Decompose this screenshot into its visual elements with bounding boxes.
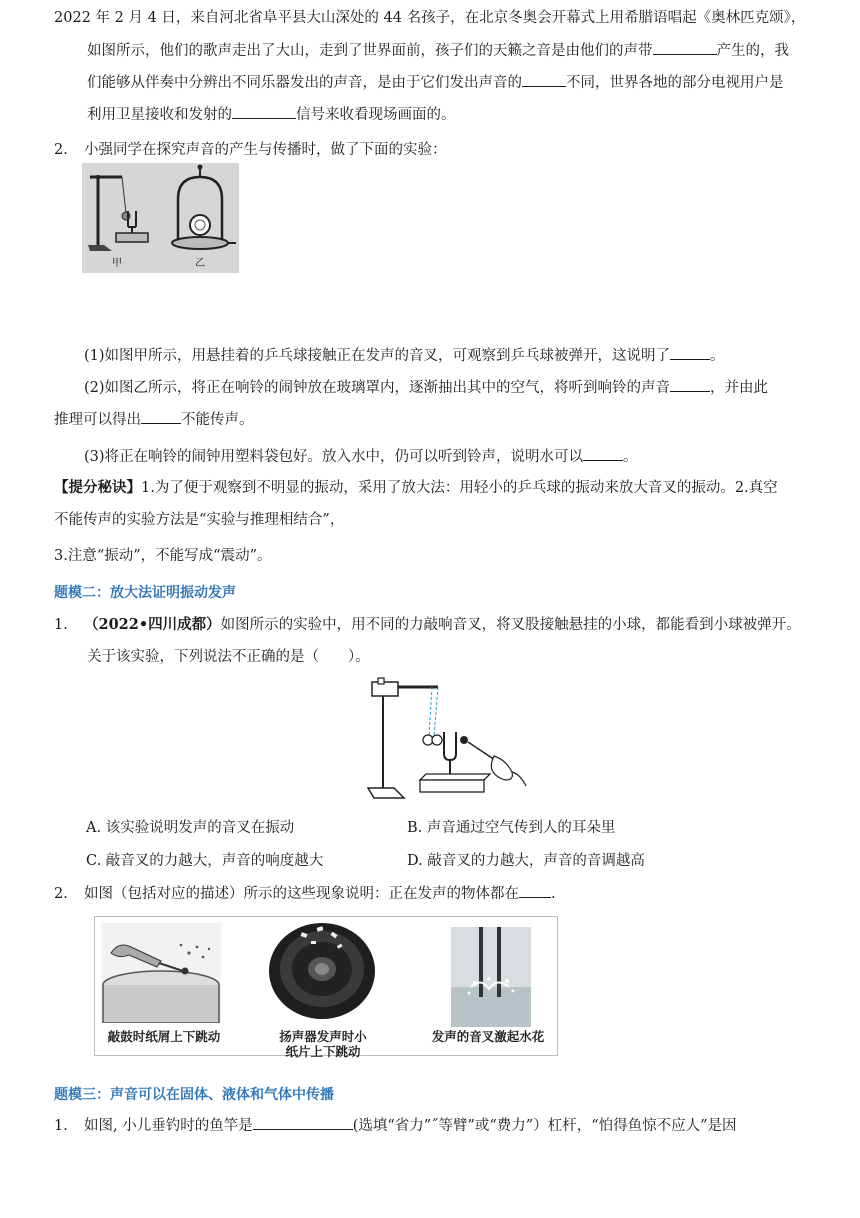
part-2-cont-tail: 不能传声。 — [181, 412, 254, 428]
intro-line-4-text: 利用卫星接收和发射的 — [87, 107, 232, 123]
option-a[interactable]: A. 该实验说明发声的音叉在振动 — [86, 820, 295, 836]
tuning-fork-figure — [366, 676, 532, 806]
question-text: 如图, 小儿垂钓时的鱼竿是 — [84, 1118, 253, 1134]
figure-label-jia: 甲 — [112, 258, 122, 269]
intro-line-3 — [87, 72, 784, 93]
fork-water-photo — [451, 927, 531, 1027]
question-tail: . — [551, 886, 556, 902]
tips-text: 1.为了便于观察到不明显的振动，采用了放大法：用轻小的乒乓球的振动来放大音叉的振动。2.真空 — [141, 480, 778, 496]
part-3-text: (3)将正在响铃的闹钟用塑料袋包好。放入水中，仍可以听到铃声，说明水可以 — [84, 449, 584, 465]
answer-blank[interactable] — [653, 40, 717, 55]
tips-line-1 — [54, 478, 778, 498]
intro-line-2-text: 如图所示，他们的歌声走出了大山，走到了世界面前，孩子们的天籁之音是由他们的声带 — [87, 43, 653, 59]
part-1-text: (1)如图甲所示，用悬挂着的乒乓球接触正在发声的音叉，可观察到乒乓球被弹开，这说明了 — [84, 348, 671, 364]
caption-fork: 发声的音叉激起水花 — [431, 1029, 545, 1044]
question-2-stem — [54, 140, 447, 160]
section-3-title: 题模三：声音可以在固体、液体和气体中传播 — [54, 1087, 334, 1103]
question-2-part-1 — [84, 345, 725, 366]
intro-line-1: 2022 年 2 月 4 日，来自河北省阜平县大山深处的 44 名孩子，在北京冬奥会开幕式上用希腊语唱起《奥林匹克颂》， — [54, 10, 806, 26]
question-source: （2022•四川成都） — [84, 616, 221, 633]
question-number: 1. — [54, 617, 68, 633]
intro-line-3-tail: 不同，世界各地的部分电视用户是 — [566, 75, 784, 91]
part-1-tail: 。 — [710, 348, 725, 364]
part-3-tail: 。 — [623, 449, 638, 465]
answer-blank[interactable] — [583, 446, 623, 461]
answer-blank[interactable] — [522, 72, 566, 87]
section-2-title: 题模二：放大法证明振动发声 — [54, 585, 236, 601]
speaker-photo — [267, 919, 377, 1027]
s2-question-2-stem — [54, 883, 556, 904]
tips-line-3: 3.注意“振动”，不能写成“震动”。 — [54, 548, 272, 564]
answer-blank[interactable] — [253, 1115, 353, 1130]
tips-line-2: 不能传声的实验方法是“实验与推理相结合”， — [54, 512, 345, 528]
answer-blank[interactable] — [670, 345, 710, 360]
part-2-text: (2)如图乙所示，将正在响铃的闹钟放在玻璃罩内，逐渐抽出其中的空气，将听到响铃的声音 — [84, 380, 671, 396]
intro-line-2-tail: 产生的，我 — [716, 43, 789, 59]
question-tail: (选填“省力”˝等臂”或“费力”）杠杆，“怕得鱼惊不应人”是因 — [352, 1118, 737, 1134]
option-b[interactable]: B. 声音通过空气传到人的耳朵里 — [407, 820, 616, 836]
experiment-illustration — [82, 163, 239, 273]
caption-speaker-line-2: 纸片上下跳动 — [285, 1044, 361, 1059]
option-d[interactable]: D. 敲音叉的力越大，声音的音调越高 — [407, 853, 645, 869]
intro-line-4-tail: 信号来收看现场画面的。 — [296, 107, 456, 123]
drum-photo — [101, 923, 221, 1023]
tuning-fork-illustration — [366, 676, 532, 806]
question-text: 如图所示的实验中，用不同的力敲响音叉，将叉股接触悬挂的小球，都能看到小球被弹开。 — [220, 617, 801, 633]
question-number: 2. — [54, 886, 68, 902]
caption-drum: 敲鼓时纸屑上下跳动 — [107, 1029, 221, 1044]
question-number: 2. — [54, 142, 68, 158]
answer-blank[interactable] — [519, 883, 551, 898]
intro-line-2 — [87, 40, 789, 61]
s3-question-1-stem — [54, 1115, 737, 1136]
s2-question-1-stem — [54, 615, 801, 635]
intro-line-3-text: 们能够从伴奏中分辨出不同乐器发出的声音，是由于它们发出声音的 — [87, 75, 522, 91]
intro-line-4 — [87, 104, 456, 125]
vibration-photos-figure — [94, 916, 558, 1059]
answer-blank[interactable] — [670, 377, 710, 392]
s2-question-1-stem-2: 关于该实验，下列说法不正确的是（ ）。 — [87, 649, 370, 665]
question-text: 小强同学在探究声音的产生与传播时，做了下面的实验： — [84, 142, 447, 158]
part-2-cont-text: 推理可以得出 — [54, 412, 141, 428]
tips-tag: 【提分秘诀】 — [54, 479, 141, 496]
part-2-tail: ，并由此 — [710, 380, 769, 396]
answer-blank[interactable] — [141, 409, 181, 424]
experiment-figure — [82, 163, 239, 273]
figure-label-yi: 乙 — [195, 258, 205, 269]
question-number: 1. — [54, 1118, 68, 1134]
caption-speaker-line-1: 扬声器发声时小 — [279, 1029, 367, 1044]
question-2-part-2 — [84, 377, 768, 398]
answer-blank[interactable] — [232, 104, 296, 119]
question-text: 如图（包括对应的描述）所示的这些现象说明：正在发声的物体都在 — [84, 886, 519, 902]
question-2-part-3 — [84, 446, 638, 467]
option-c[interactable]: C. 敲音叉的力越大，声音的响度越大 — [86, 853, 324, 869]
question-2-part-2-cont — [54, 409, 254, 430]
